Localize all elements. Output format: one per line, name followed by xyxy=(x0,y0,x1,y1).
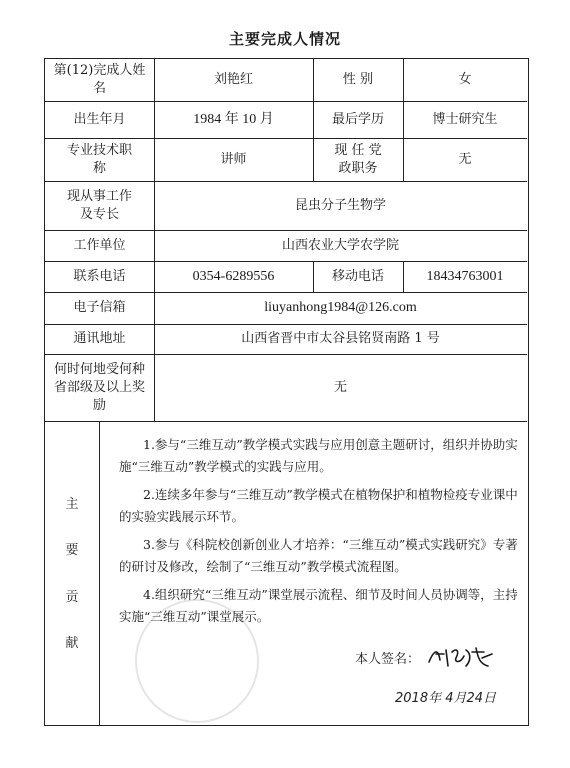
label-name: 第(12)完成人姓 名 xyxy=(53,63,146,96)
label-workplace: 工作单位 xyxy=(73,237,126,253)
signature-date: 2018年 4月24日 xyxy=(395,691,497,706)
side-char: 献 xyxy=(65,636,79,652)
signature-line xyxy=(355,644,496,670)
value-gender: 女 xyxy=(458,72,472,87)
value-birth: 1984 年 10 月 xyxy=(193,111,274,127)
signature-label: 本人签名： xyxy=(355,651,421,667)
label-post: 现 任 党政职务 xyxy=(334,142,382,176)
contrib-item: 1.参与“三维互动”教学模式实践与应用创意主题研讨，组织并协助实施“三维互动”教学模式的实践与应用。 xyxy=(119,437,518,474)
value-email: liuyanhong1984@126.com xyxy=(264,300,417,315)
value-mobile: 18434763001 xyxy=(426,268,504,284)
contrib-item: 3.参与《科院校创新创业人才培养：“三维互动”模式实践研究》专著的研讨及修改，绘制了“三维互动”教学模式流程图。 xyxy=(119,537,518,574)
value-name: 刘艳红 xyxy=(213,72,253,87)
value-title: 讲师 xyxy=(220,151,247,167)
label-title: 专业技术职 称 xyxy=(66,142,132,176)
value-workplace: 山西农业大学农学院 xyxy=(281,237,399,253)
contrib-side-label xyxy=(45,419,99,725)
value-phone: 0354-6289556 xyxy=(192,268,275,284)
info-form xyxy=(44,58,529,726)
handwritten-signature xyxy=(426,644,496,670)
side-char: 贡 xyxy=(65,589,79,605)
contrib-item: 4.组织研究“三维互动”课堂展示流程、细节及时间人员协调等，主持实施“三维互动”课堂展示。 xyxy=(119,587,518,624)
label-email: 电子信箱 xyxy=(73,300,126,315)
label-address: 通讯地址 xyxy=(73,331,126,346)
value-awards: 无 xyxy=(333,379,347,395)
side-char: 要 xyxy=(65,543,79,559)
label-birth: 出生年月 xyxy=(73,111,126,127)
contrib-item: 2.连续多年参与“三维互动”教学模式在植物保护和植物检疫专业课中的实验实践展示环节。 xyxy=(119,487,518,524)
value-address: 山西省晋中市太谷县铭贤南路 1 号 xyxy=(241,331,440,346)
value-specialty: 昆虫分子生物学 xyxy=(294,197,386,213)
label-education: 最后学历 xyxy=(331,111,384,127)
value-education: 博士研究生 xyxy=(432,111,498,127)
contrib-list xyxy=(119,434,522,634)
label-gender: 性 别 xyxy=(342,72,374,87)
label-awards: 何时何地受何种省部级及以上奖励 xyxy=(53,361,145,413)
value-post: 无 xyxy=(458,151,472,167)
label-specialty: 现从事工作及专长 xyxy=(66,188,132,222)
label-mobile: 移动电话 xyxy=(331,268,384,284)
label-phone: 联系电话 xyxy=(73,268,126,284)
page-title: 主要完成人情况 xyxy=(228,30,341,48)
side-char: 主 xyxy=(65,496,79,512)
